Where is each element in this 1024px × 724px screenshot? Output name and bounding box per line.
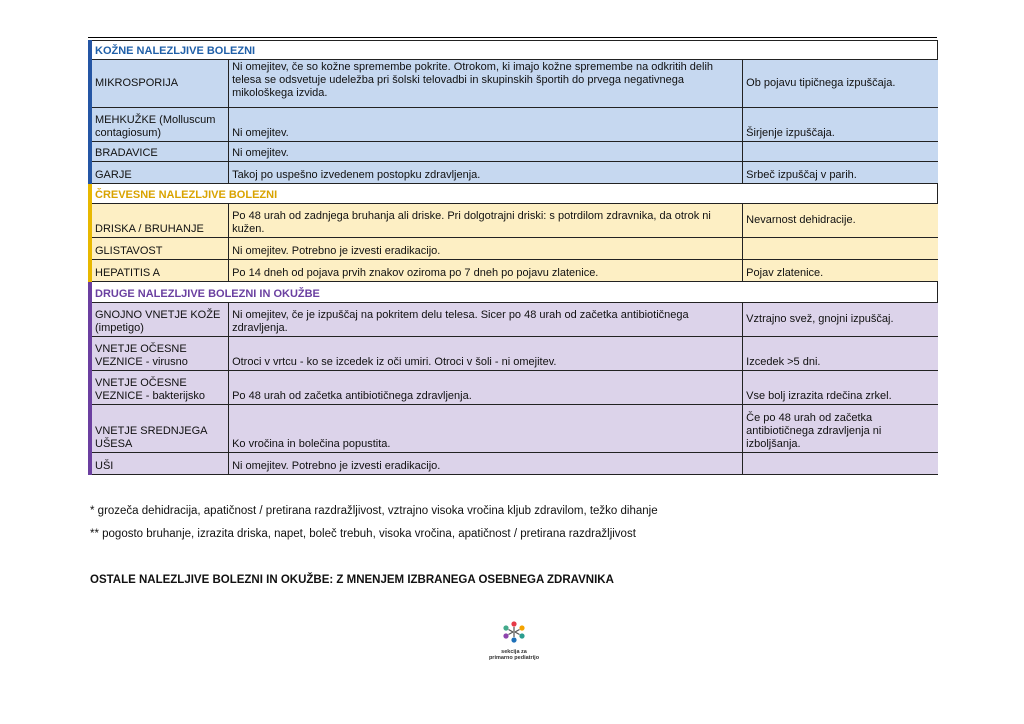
table-row	[90, 204, 938, 238]
section-header-skin	[90, 41, 938, 60]
footer-title: OSTALE NALEZLJIVE BOLEZNI IN OKUŽBE: Z MNENJEM IZBRANEGA OSEBNEGA ZDRAVNIKA	[90, 574, 614, 586]
disease-name: MEHKUŽKE (Molluscum contagiosum)	[90, 108, 229, 142]
table-row	[90, 260, 938, 282]
warning-signs: Izcedek >5 dni.	[743, 337, 938, 371]
exclusion-text: Takoj po uspešno izvedenem postopku zdravljenja.	[229, 162, 743, 184]
logo-line-1: sekcija za	[501, 649, 527, 655]
footnote-1: * grozeča dehidracija, apatičnost / pretirana razdražljivost, vztrajno visoka vročina kljub zdravilom, težko dihanje	[90, 505, 658, 517]
disease-name: VNETJE SREDNJEGA UŠESA	[90, 405, 229, 453]
warning-signs: Širjenje izpuščaja.	[743, 108, 938, 142]
disease-name: BRADAVICE	[90, 142, 229, 162]
disease-name: VNETJE OČESNE VEZNICE - bakterijsko	[90, 371, 229, 405]
table-row	[90, 60, 938, 108]
exclusion-text: Po 14 dneh od pojava prvih znakov oziroma po 7 dneh po pojavu zlatenice.	[229, 260, 743, 282]
exclusion-text: Otroci v vrtcu - ko se izcedek iz oči umiri. Otroci v šoli - ni omejitev.	[229, 337, 743, 371]
disease-table	[88, 40, 938, 475]
warning-signs: Nevarnost dehidracije.	[743, 204, 938, 238]
warning-signs: Ob pojavu tipičnega izpuščaja.	[743, 60, 938, 108]
section-title: ČREVESNE NALEZLJIVE BOLEZNI	[90, 184, 938, 204]
footnote-2: ** pogosto bruhanje, izrazita driska, napet, boleč trebuh, visoka vročina, apatičnost / pretirana razdražljivost	[90, 528, 636, 540]
table-row	[90, 337, 938, 371]
section-title: KOŽNE NALEZLJIVE BOLEZNI	[90, 41, 938, 60]
disease-name: MIKROSPORIJA	[90, 60, 229, 108]
exclusion-text: Po 48 urah od zadnjega bruhanja ali driske. Pri dolgotrajni driski: s potrdilom zdravnika, da otrok ni kužen.	[229, 204, 743, 238]
exclusion-text: Po 48 urah od začetka antibiotičnega zdravljenja.	[229, 371, 743, 405]
colorful-people-circle-logo-icon	[500, 620, 528, 644]
exclusion-text: Ko vročina in bolečina popustita.	[229, 405, 743, 453]
table-row	[90, 303, 938, 337]
table-row	[90, 405, 938, 453]
section-title: DRUGE NALEZLJIVE BOLEZNI IN OKUŽBE	[90, 282, 938, 303]
warning-signs: Pojav zlatenice.	[743, 260, 938, 282]
exclusion-text: Ni omejitev, če so kožne spremembe pokrite. Otrokom, ki imajo kožne spremembe na odkritih delih telesa se odsvetuje udeležba pri šolski telovadbi in skupinskih športih do prvega negativnega mikološkega izvida.	[229, 60, 743, 108]
disease-name: GNOJNO VNETJE KOŽE (impetigo)	[90, 303, 229, 337]
exclusion-text: Ni omejitev.	[229, 142, 743, 162]
section-header-other	[90, 282, 938, 303]
exclusion-text: Ni omejitev, če je izpuščaj na pokritem delu telesa. Sicer po 48 urah od začetka antibiotičnega zdravljenja.	[229, 303, 743, 337]
disease-name: UŠI	[90, 453, 229, 475]
warning-signs: Vztrajno svež, gnojni izpuščaj.	[743, 303, 938, 337]
table-row	[90, 162, 938, 184]
exclusion-text: Ni omejitev. Potrebno je izvesti eradikacijo.	[229, 238, 743, 260]
warning-signs	[743, 238, 938, 260]
top-rule	[88, 37, 937, 38]
table-row	[90, 453, 938, 475]
table-row	[90, 371, 938, 405]
disease-name: DRISKA / BRUHANJE	[90, 204, 229, 238]
warning-signs	[743, 453, 938, 475]
table-row	[90, 142, 938, 162]
disease-name: GARJE	[90, 162, 229, 184]
table-row	[90, 238, 938, 260]
section-header-intestinal	[90, 184, 938, 204]
exclusion-text: Ni omejitev. Potrebno je izvesti eradikacijo.	[229, 453, 743, 475]
warning-signs: Vse bolj izrazita rdečina zrkel.	[743, 371, 938, 405]
disease-name: HEPATITIS A	[90, 260, 229, 282]
disease-name: GLISTAVOST	[90, 238, 229, 260]
exclusion-text: Ni omejitev.	[229, 108, 743, 142]
disease-name: VNETJE OČESNE VEZNICE - virusno	[90, 337, 229, 371]
warning-signs: Srbeč izpuščaj v parih.	[743, 162, 938, 184]
table-row	[90, 108, 938, 142]
logo-line-2: primarno pediatrijo	[488, 655, 540, 661]
warning-signs: Če po 48 urah od začetka antibiotičnega zdravljenja ni izboljšanja.	[743, 405, 938, 453]
logo	[484, 620, 544, 661]
warning-signs	[743, 142, 938, 162]
